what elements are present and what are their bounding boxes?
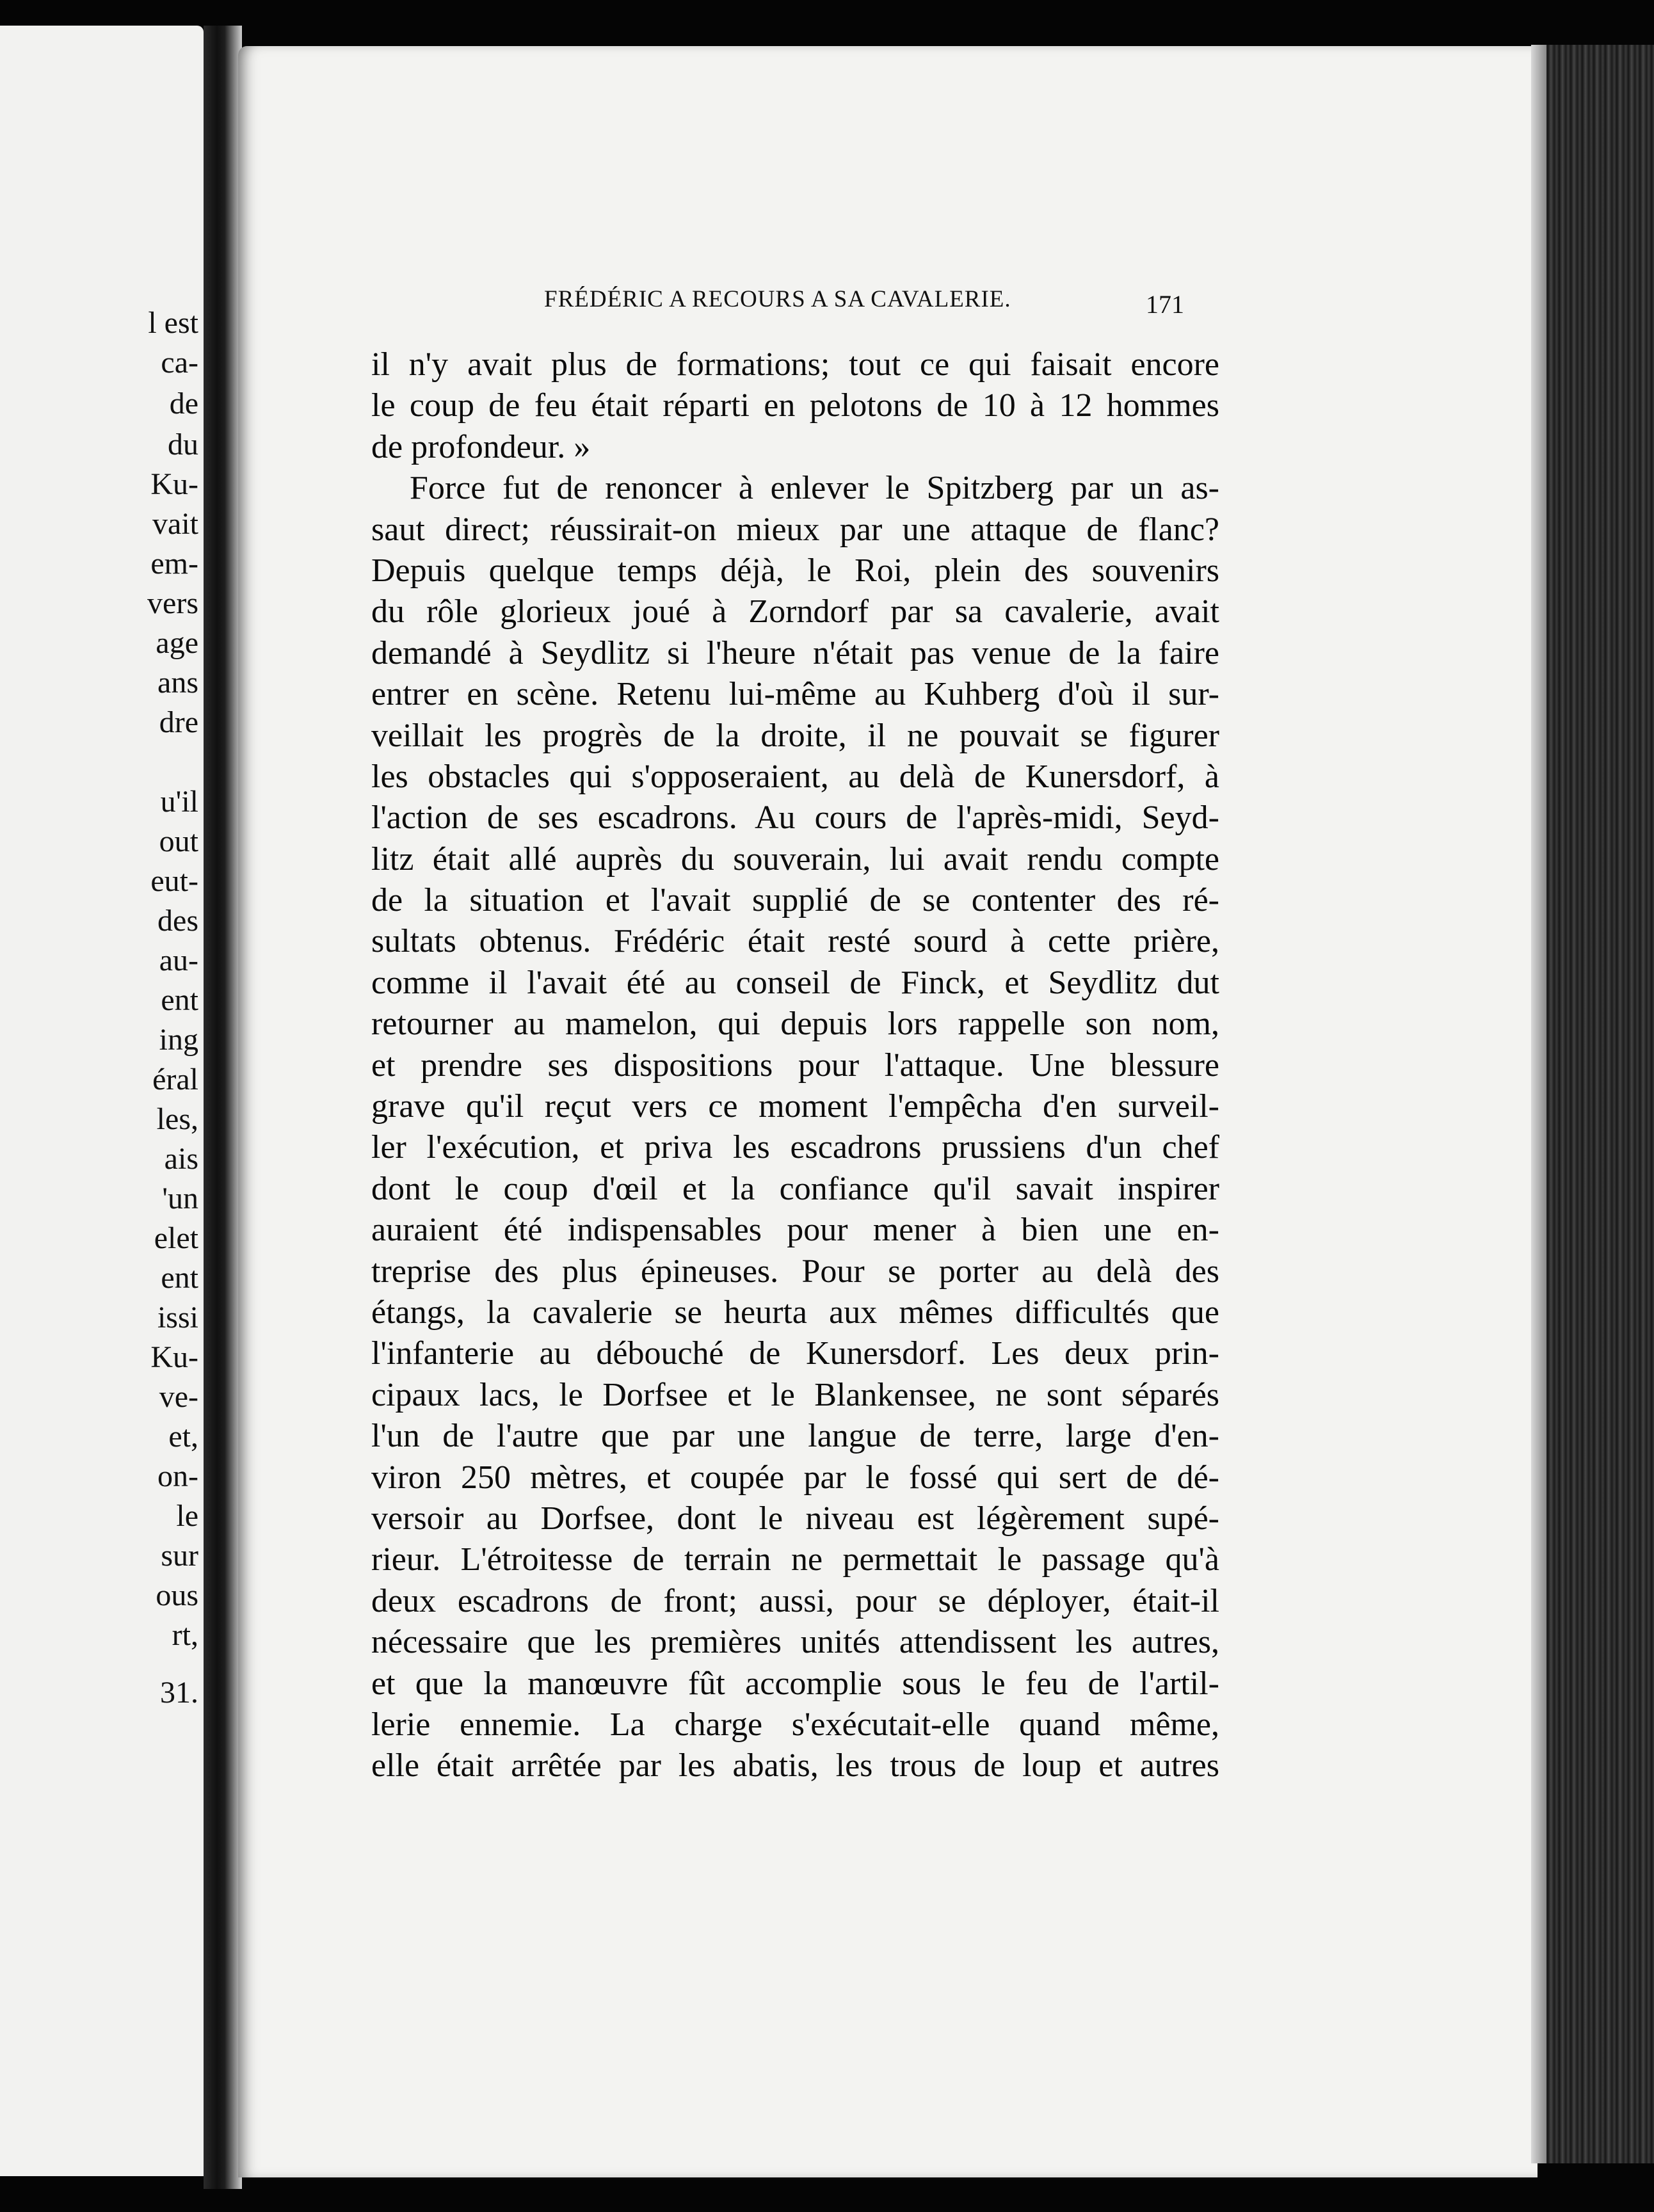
text-line: treprise des plus épineuses. Pour se porter au delà des (371, 1253, 1219, 1290)
text-line: entrer en scène. Retenu lui-même au Kuhberg d'où il sur- (371, 676, 1219, 713)
text-line: auraient été indispensables pour mener à bien une en- (371, 1212, 1219, 1249)
text-line: litz était allé auprès du souverain, lui avait rendu compte (371, 840, 1219, 878)
left-line-fragment: sur (161, 1539, 198, 1573)
text-line: de profondeur. » (371, 428, 591, 465)
text-line: étangs, la cavalerie se heurta aux mêmes difficultés que (371, 1294, 1219, 1331)
left-line-fragment: out (159, 824, 198, 858)
book-gutter (204, 26, 242, 2189)
text-line: de la situation et l'avait supplié de se contenter des ré- (371, 882, 1219, 919)
left-line-fragment: dre (159, 705, 198, 739)
left-line-fragment: ans (157, 666, 198, 700)
body-text (371, 344, 1219, 1787)
left-page-fragment (0, 26, 204, 2176)
running-head: FRÉDÉRIC A RECOURS A SA CAVALERIE. (544, 286, 1011, 312)
left-line-fragment: ais (164, 1142, 198, 1176)
text-line: nécessaire que les premières unités attendissent les autres, (371, 1624, 1219, 1661)
left-line-fragment: vait (152, 507, 198, 541)
book-page-edge (1531, 45, 1654, 2163)
text-line: rieur. L'étroitesse de terrain ne permettait le passage qu'à (371, 1541, 1219, 1578)
left-line-fragment: issi (157, 1301, 198, 1334)
page-number: 171 (1146, 290, 1184, 319)
left-line-fragment: du (168, 428, 198, 461)
text-line: retourner au mamelon, qui depuis lors rappelle son nom, (371, 1006, 1219, 1043)
text-line: il n'y avait plus de formations; tout ce qui faisait encore (371, 346, 1219, 383)
left-line-fragment: u'il (160, 785, 198, 819)
left-line-fragment: les, (156, 1102, 198, 1136)
text-line: sultats obtenus. Frédéric était resté sourd à cette prière, (371, 923, 1219, 960)
text-line: dont le coup d'œil et la confiance qu'il savait inspirer (371, 1170, 1219, 1207)
left-line-fragment: et, (168, 1420, 198, 1454)
left-line-fragment: em- (150, 547, 198, 581)
left-line-fragment: rt, (172, 1618, 198, 1652)
text-line: l'un de l'autre que par une langue de terre, large d'en- (371, 1418, 1219, 1455)
left-line-fragment: ing (159, 1023, 198, 1057)
text-line: deux escadrons de front; aussi, pour se déployer, était-il (371, 1582, 1219, 1619)
left-line-fragment: eut- (150, 864, 198, 898)
left-line-fragment: ent (161, 983, 198, 1017)
left-line-fragment: ve- (159, 1380, 198, 1414)
text-line: veillait les progrès de la droite, il ne pouvait se figurer (371, 717, 1219, 754)
text-line: et prendre ses dispositions pour l'attaque. Une blessure (371, 1046, 1219, 1084)
left-line-fragment: Ku- (150, 467, 198, 501)
text-line: comme il l'avait été au conseil de Finck, et Seydlitz dut (371, 964, 1219, 1001)
left-line-fragment: au- (159, 943, 198, 977)
text-line: lerie ennemie. La charge s'exécutait-elle quand même, (371, 1706, 1219, 1743)
text-line: Depuis quelque temps déjà, le Roi, plein des souvenirs (371, 552, 1219, 589)
left-line-fragment: elet (154, 1221, 198, 1255)
text-line: elle était arrêtée par les abatis, les trous de loup et autres (371, 1747, 1219, 1784)
text-line: Force fut de renoncer à enlever le Spitzberg par un as- (410, 470, 1219, 507)
left-line-fragment: on- (157, 1459, 198, 1493)
text-line: l'action de ses escadrons. Au cours de l'après-midi, Seyd- (371, 799, 1219, 837)
text-line: grave qu'il reçut vers ce moment l'empêcha d'en surveil- (371, 1088, 1219, 1125)
text-line: versoir au Dorfsee, dont le niveau est légèrement supé- (371, 1500, 1219, 1537)
text-line: et que la manœuvre fût accomplie sous le feu de l'artil- (371, 1665, 1219, 1702)
text-line: viron 250 mètres, et coupée par le fossé qui sert de dé- (371, 1459, 1219, 1496)
text-line: ler l'exécution, et priva les escadrons prussiens d'un chef (371, 1129, 1219, 1166)
text-line: saut direct; réussirait-on mieux par une attaque de flanc? (371, 511, 1219, 548)
left-line-fragment: ent (161, 1261, 198, 1295)
left-line-fragment: ca- (161, 346, 198, 380)
left-line-fragment: le (176, 1499, 198, 1533)
text-line: les obstacles qui s'opposeraient, au delà de Kunersdorf, à (371, 758, 1219, 795)
left-line-fragment: Ku- (150, 1340, 198, 1374)
text-line: l'infanterie au débouché de Kunersdorf. Les deux prin- (371, 1335, 1219, 1372)
left-line-fragment: vers (147, 586, 198, 620)
left-line-fragment: 31. (160, 1676, 198, 1710)
left-line-fragment: de (169, 387, 198, 421)
left-line-fragment: des (157, 904, 198, 938)
text-line: cipaux lacs, le Dorfsee et le Blankensee, ne sont séparés (371, 1376, 1219, 1413)
text-line: demandé à Seydlitz si l'heure n'était pas venue de la faire (371, 634, 1219, 671)
left-line-fragment: 'un (162, 1182, 198, 1215)
left-line-fragment: age (156, 626, 198, 660)
text-line: du rôle glorieux joué à Zorndorf par sa cavalerie, avait (371, 593, 1219, 630)
left-line-fragment: ous (156, 1578, 198, 1612)
left-line-fragment: l est (148, 306, 198, 340)
text-line: le coup de feu était réparti en pelotons de 10 à 12 hommes (371, 387, 1219, 424)
left-line-fragment: éral (152, 1062, 198, 1096)
